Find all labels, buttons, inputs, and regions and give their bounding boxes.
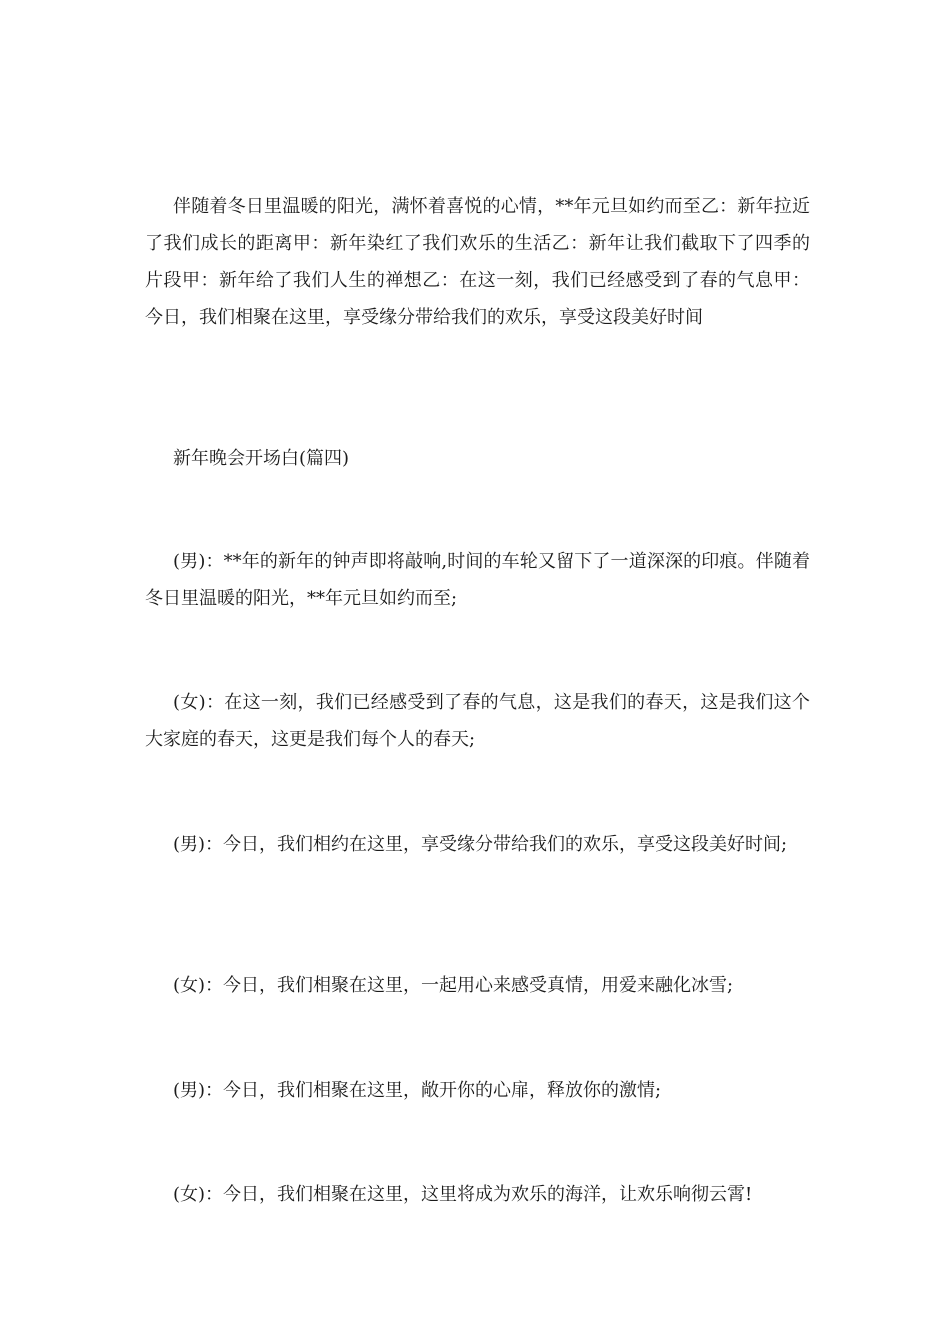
- dialogue-female-2: (女)：今日，我们相聚在这里，一起用心来感受真情，用爱来融化冰雪;: [173, 975, 734, 996]
- dialogue-male-3: (男)：今日，我们相聚在这里，敞开你的心扉，释放你的激情;: [173, 1080, 662, 1101]
- section-heading: 新年晚会开场白(篇四): [173, 448, 350, 469]
- intro-paragraph: 伴随着冬日里温暖的阳光，满怀着喜悦的心情，**年元旦如约而至乙：新年拉近了我们成长的距离甲：新年染红了我们欢乐的生活乙：新年让我们截取下了四季的片段甲：新年给了我们人生的禅想乙：在这一刻，我们已经感受到了春的气息甲：今日，我们相聚在这里，享受缘分带给我们的欢乐，享受这段美好时间: [145, 196, 810, 328]
- dialogue-male-1: (男)：**年的新年的钟声即将敲响,时间的车轮又留下了一道深深的印痕。伴随着冬日里温暖的阳光，**年元旦如约而至;: [145, 551, 810, 609]
- dialogue-female-3: (女)：今日，我们相聚在这里，这里将成为欢乐的海洋，让欢乐响彻云霄!: [173, 1184, 753, 1205]
- dialogue-female-1: (女)：在这一刻，我们已经感受到了春的气息，这是我们的春天，这是我们这个大家庭的春天，这更是我们每个人的春天;: [145, 692, 810, 750]
- dialogue-male-2: (男)：今日，我们相约在这里，享受缘分带给我们的欢乐，享受这段美好时间;: [173, 834, 788, 855]
